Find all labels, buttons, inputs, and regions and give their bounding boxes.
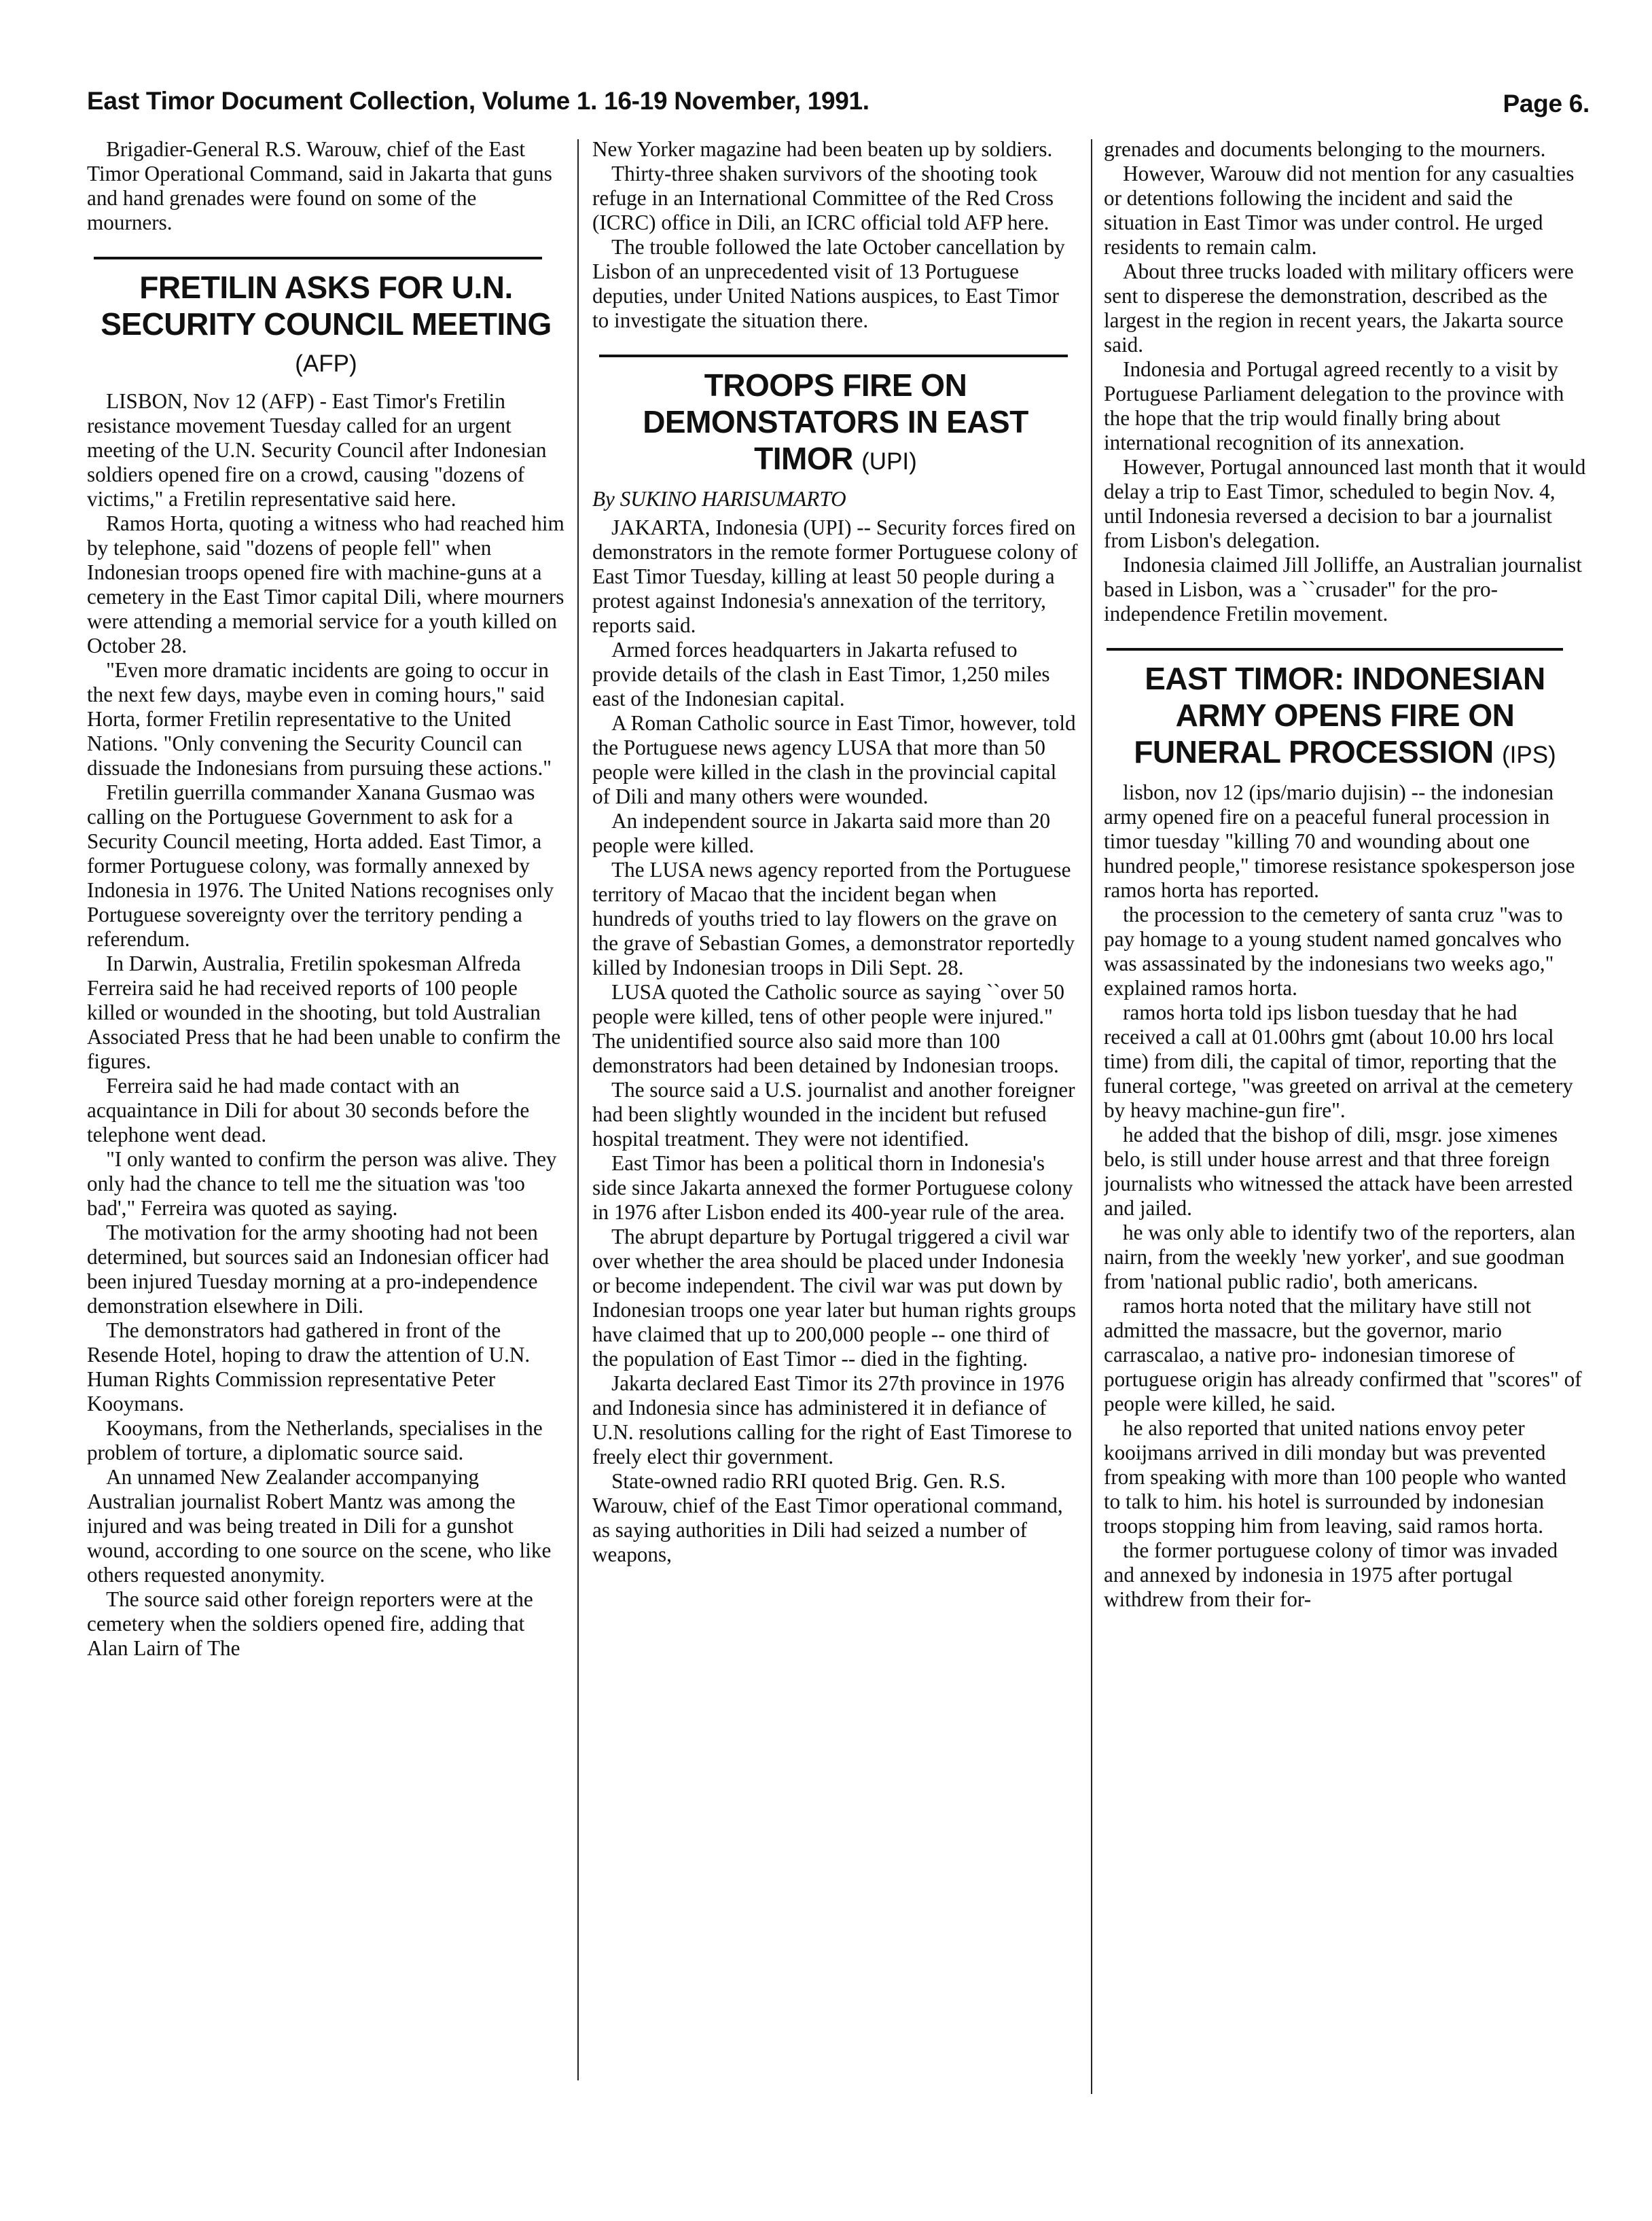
paragraph: ramos horta told ips lisbon tuesday that he had received a call at 01.00hrs gmt (about 10.00 hrs local time) from dili, the capital of timor, reporting that the funeral cortege, "was greeted on arrival at the cemetery by heavy machine-gun fire". [1104,1000,1573,1122]
paragraph: The trouble followed the late October cancellation by Lisbon of an unprecedented visit of 13 Portuguese deputies, under United Nations auspices, to East Timor to investigate the situation there. [592,235,1065,332]
paragraph: The source said a U.S. journalist and another foreigner had been slightly wounded in the incident but refused hospital treatment. They were not identified. [592,1078,1075,1151]
paragraph: Indonesia claimed Jill Jolliffe, an Australian journalist based in Lisbon, was a ``crusader" for the pro-independence Fretilin movement. [1104,553,1582,626]
paragraph: Kooymans, from the Netherlands, specialises in the problem of torture, a diplomatic source said. [87,1416,543,1464]
collection-title: East Timor Document Collection, Volume 1. 16-19 November, 1991. [87,87,869,115]
paragraph: The LUSA news agency reported from the Portuguese territory of Macao that the incident began when hundreds of youths tried to lay flowers on the grave on the grave of Sebastian Gomes, a demonstrator reportedly killed by Indonesian troops in Dili Sept. 28. [592,858,1075,979]
article-divider [1107,648,1563,651]
paragraph: he added that the bishop of dili, msgr. jose ximenes belo, is still under house arrest and that three foreign journalists who witnessed the attack have been arrested and jailed. [1104,1123,1573,1220]
paragraph: the procession to the cemetery of santa cruz "was to pay homage to a young student named goncalves who was assassinated by the indonesians two weeks ago," explained ramos horta. [1104,903,1563,1000]
headline-troops [592,367,1079,480]
paragraph: "Even more dramatic incidents are going to occur in the next few days, maybe even in coming hours," said Horta, former Fretilin representative to the United Nations. "Only convening the Security Council can dissuade the Indonesians from pursuing these actions." [87,658,552,780]
column-divider-2 [1091,139,1092,2094]
column-2 [592,137,1079,2093]
paragraph: JAKARTA, Indonesia (UPI) -- Security forces fired on demonstrators in the remote former Portuguese colony of East Timor Tuesday, killing at least 50 people during a protest against Indonesia's annexation of the territory, reports said. [592,516,1078,637]
paragraph: he also reported that united nations envoy peter kooijmans arrived in dili monday but was prevented from speaking with more than 100 people who wanted to talk to him. his hotel is surrounded by indonesian troops stopping him from leaving, said ramos horta. [1104,1416,1566,1538]
paragraph: A Roman Catholic source in East Timor, however, told the Portuguese news agency LUSA that more than 50 people were killed in the clash in the provincial capital of Dili and many others were wounded. [592,711,1076,808]
paragraph: he was only able to identify two of the reporters, alan nairn, from the weekly 'new yorker', and sue goodman from 'national public radio', both americans. [1104,1221,1576,1293]
paragraph: An independent source in Jakarta said more than 20 people were killed. [592,809,1051,857]
paragraph: the former portuguese colony of timor was invaded and annexed by indonesia in 1975 after portugal withdrew from their for- [1104,1538,1558,1611]
paragraph: Fretilin guerrilla commander Xanana Gusmao was calling on the Portuguese Government to ask for a Security Council meeting, Horta added. East Timor, a former Portuguese colony, was formally annexed by Indonesia in 1976. The United Nations recognises only Portuguese sovereignty over the territory pending a referendum. [87,780,554,951]
headline-fretilin [87,269,565,382]
paragraph: ramos horta noted that the military have still not admitted the massacre, but the governor, mario carrascalao, a native pro- indonesian timorese of portuguese origin has already confirmed that "scores" of people were killed, he said. [1104,1294,1582,1415]
paragraph: East Timor has been a political thorn in Indonesia's side since Jakarta annexed the former Portuguese colony in 1976 after Lisbon ended its 400-year rule of the area. [592,1151,1073,1224]
article-divider [599,355,1068,357]
paragraph: An unnamed New Zealander accompanying Australian journalist Robert Mantz was among the injured and was being treated in Dili for a gunshot wound, according to one source on the scene, who like others requested anonymity. [87,1465,552,1587]
paragraph: Indonesia and Portugal agreed recently to a visit by Portuguese Parliament delegation to the province with the hope that the trip would finally bring about international recognition of its annexation. [1104,357,1564,454]
page-header [87,87,1590,124]
paragraph: Armed forces headquarters in Jakarta refused to provide details of the clash in East Timor, 1,250 miles east of the Indonesian capital. [592,638,1050,710]
paragraph: The source said other foreign reporters were at the cemetery when the soldiers opened fire, adding that Alan Lairn of The [87,1587,533,1660]
paragraph: Thirty-three shaken survivors of the shooting took refuge in an International Committee of the Red Cross (ICRC) office in Dili, an ICRC official told AFP here. [592,162,1054,234]
headline-source: (AFP) [295,350,357,377]
paragraph: lisbon, nov 12 (ips/mario dujisin) -- the indonesian army opened fire on a peaceful funeral procession in timor tuesday "killing 70 and wounding about one hundred people," timorese resistance spokesperson jose ramos horta has reported. [1104,780,1575,902]
headline-source: (UPI) [861,448,917,475]
paragraph: "I only wanted to confirm the person was alive. They only had the chance to tell me the situation was 'too bad'," Ferreira was quoted as saying. [87,1147,557,1220]
page-number: Page 6. [1503,90,1590,118]
paragraph: LISBON, Nov 12 (AFP) - East Timor's Fretilin resistance movement Tuesday called for an urgent meeting of the U.N. Security Council after Indonesian soldiers opened fire on a crowd, causing "dozens of victims," a Fretilin representative said here. [87,389,547,511]
paragraph: LUSA quoted the Catholic source as saying ``over 50 people were killed, tens of other people were injured." The unidentified source also said more than 100 demonstrators had been detained by Indonesian troops. [592,980,1064,1077]
headline-text: TROOPS FIRE ON DEMONSTATORS IN EAST TIMOR [643,367,1028,476]
headline-funeral [1104,660,1586,774]
paragraph: However, Warouw did not mention for any casualties or detentions following the incident and said the situation in East Timor was under control. He urged residents to remain calm. [1104,162,1575,259]
paragraph: In Darwin, Australia, Fretilin spokesman Alfreda Ferreira said he had received reports of 100 people killed or wounded in the shooting, but told Australian Associated Press that he had been unable to confirm the figures. [87,952,561,1073]
paragraph: The motivation for the army shooting had not been determined, but sources said an Indonesian officer had been injured Tuesday morning at a pro-independence demonstration elsewhere in Dili. [87,1221,550,1318]
headline-text: EAST TIMOR: INDONESIAN ARMY OPENS FIRE ON FUNERAL PROCESSION [1134,661,1545,770]
headline-source: (IPS) [1501,742,1556,768]
paragraph: Jakarta declared East Timor its 27th province in 1976 and Indonesia since has administered it in defiance of U.N. resolutions calling for the right of East Timorese to freely elect thir government. [592,1371,1072,1468]
byline: By SUKINO HARISUMARTO [592,487,846,511]
article-divider [94,257,542,259]
paragraph: About three trucks loaded with military officers were sent to disperese the demonstration, described as the largest in the region in recent years, the Jakarta source said. [1104,259,1574,357]
paragraph: The abrupt departure by Portugal triggered a civil war over whether the area should be placed under Indonesia or become independent. The civil war was put down by Indonesian troops one year later but human rights groups have claimed that up to 200,000 people -- one third of the population of East Timor -- died in the fighting. [592,1225,1076,1371]
headline-text: FRETILIN ASKS FOR U.N. SECURITY COUNCIL MEETING [101,270,552,342]
column-1 [87,137,565,2093]
paragraph: grenades and documents belonging to the mourners. [1104,137,1546,161]
column-divider-1 [577,139,579,2080]
column-3 [1104,137,1586,2093]
paragraph: The demonstrators had gathered in front of the Resende Hotel, hoping to draw the attention of U.N. Human Rights Commission representative Peter Kooymans. [87,1318,531,1415]
paragraph: However, Portugal announced last month that it would delay a trip to East Timor, scheduled to begin Nov. 4, until Indonesia reversed a decision to bar a journalist from Lisbon's delegation. [1104,455,1586,552]
paragraph: New Yorker magazine had been beaten up by soldiers. [592,137,1053,161]
paragraph: Brigadier-General R.S. Warouw, chief of the East Timor Operational Command, said in Jakarta that guns and hand grenades were found on some of the mourners. [87,137,552,234]
paragraph: State-owned radio RRI quoted Brig. Gen. R.S. Warouw, chief of the East Timor operational command, as saying authorities in Dili had seized a number of weapons, [592,1469,1063,1566]
paragraph: Ferreira said he had made contact with an acquaintance in Dili for about 30 seconds before the telephone went dead. [87,1074,530,1146]
paragraph: Ramos Horta, quoting a witness who had reached him by telephone, said "dozens of people fell" when Indonesian troops opened fire with machine-guns at a cemetery in the East Timor capital Dili, where mourners were attending a memorial service for a youth killed on October 28. [87,511,564,657]
